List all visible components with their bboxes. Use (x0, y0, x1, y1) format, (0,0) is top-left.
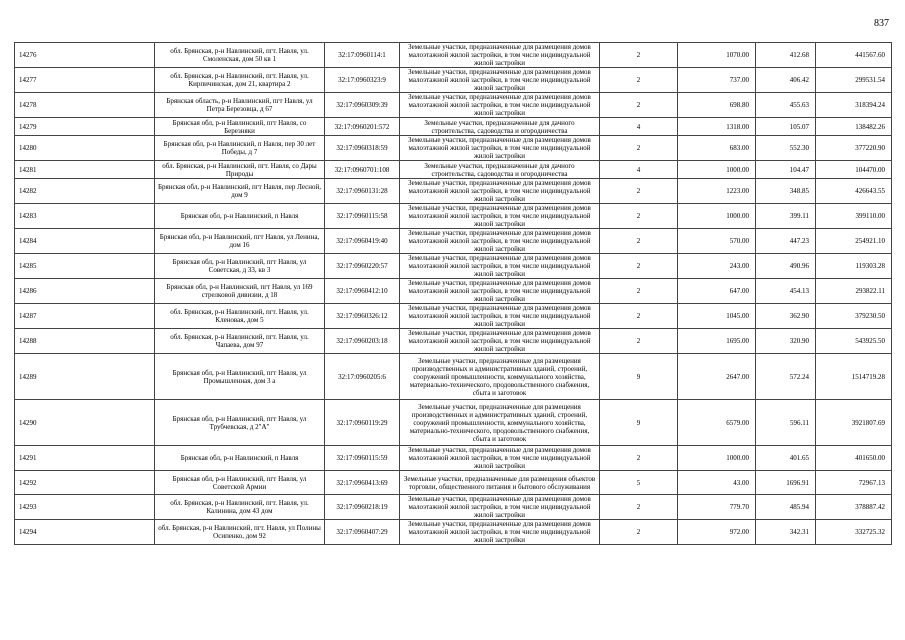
row-number: 14294 (15, 520, 155, 545)
address-cell: обл. Брянская, р-н Навлинский, пгт. Навля, ул. Кленовая, дом 5 (155, 304, 325, 329)
specific-value-cell: 399.11 (756, 204, 816, 229)
row-number: 14279 (15, 118, 155, 136)
cadastral-number-cell: 32:17:0960131:28 (325, 179, 400, 204)
group-cell: 4 (600, 118, 678, 136)
cadastral-value-cell: 138482.26 (816, 118, 892, 136)
specific-value-cell: 490.96 (756, 254, 816, 279)
cadastral-number-cell: 32:17:0960115:59 (325, 446, 400, 471)
cadastral-value-cell: 72967.13 (816, 471, 892, 495)
table-body (15, 43, 892, 545)
area-cell: 698.80 (678, 93, 756, 118)
row-number: 14284 (15, 229, 155, 254)
row-number: 14290 (15, 400, 155, 446)
group-cell: 2 (600, 136, 678, 161)
area-cell: 1045.00 (678, 304, 756, 329)
group-cell: 2 (600, 204, 678, 229)
land-use-cell: Земельные участки, предназначенные для размещения домов малоэтажной жилой застройки, в том числе индивидуальной жилой застройки (400, 229, 600, 254)
address-cell: Брянская обл, р-н Навлинский, пгт Навля, ул 169 стрелковой дивизии, д 18 (155, 279, 325, 304)
cadastral-value-cell: 119303.28 (816, 254, 892, 279)
land-use-cell: Земельные участки, предназначенные для размещения домов малоэтажной жилой застройки, в том числе индивидуальной жилой застройки (400, 329, 600, 354)
area-cell: 1000.00 (678, 204, 756, 229)
address-cell: обл. Брянская, р-н Навлинский, пгт. Навля, ул. Смоленская, дом 50 кв 1 (155, 43, 325, 68)
area-cell: 737.00 (678, 68, 756, 93)
row-number: 14282 (15, 179, 155, 204)
address-cell: обл. Брянская, р-н Навлинский, пгт. Навля, со Дары Природы (155, 161, 325, 179)
group-cell: 2 (600, 179, 678, 204)
table-row (15, 229, 892, 254)
table-row (15, 43, 892, 68)
area-cell: 972.00 (678, 520, 756, 545)
cadastral-value-cell: 318394.24 (816, 93, 892, 118)
cadastral-number-cell: 32:17:0960701:108 (325, 161, 400, 179)
land-use-cell: Земельные участки, предназначенные для размещения домов малоэтажной жилой застройки, в том числе индивидуальной жилой застройки (400, 136, 600, 161)
address-cell: обл. Брянская, р-н Навлинский, пгт. Навля, ул. Чапаева, дом 97 (155, 329, 325, 354)
group-cell: 2 (600, 43, 678, 68)
table-row (15, 520, 892, 545)
cadastral-number-cell: 32:17:0960323:9 (325, 68, 400, 93)
area-cell: 1318.00 (678, 118, 756, 136)
cadastral-number-cell: 32:17:0960419:40 (325, 229, 400, 254)
land-use-cell: Земельные участки, предназначенные для размещения объектов торговли, общественного питания и бытового обслуживания (400, 471, 600, 495)
cadastral-value-cell: 332725.32 (816, 520, 892, 545)
land-use-cell: Земельные участки, предназначенные для размещения домов малоэтажной жилой застройки, в том числе индивидуальной жилой застройки (400, 520, 600, 545)
address-cell: Брянская обл, р-н Навлинский, пгт Навля, пер Лесной, дом 9 (155, 179, 325, 204)
area-cell: 1000.00 (678, 446, 756, 471)
land-use-cell: Земельные участки, предназначенные для дачного строительства, садоводства и огородничества (400, 161, 600, 179)
group-cell: 9 (600, 400, 678, 446)
area-cell: 570.00 (678, 229, 756, 254)
cadastral-number-cell: 32:17:0960205:6 (325, 354, 400, 400)
group-cell: 2 (600, 254, 678, 279)
table-row (15, 93, 892, 118)
group-cell: 2 (600, 520, 678, 545)
table-row (15, 136, 892, 161)
group-cell: 2 (600, 329, 678, 354)
cadastral-number-cell: 32:17:0960201:572 (325, 118, 400, 136)
row-number: 14286 (15, 279, 155, 304)
address-cell: Брянская обл, р-н Навлинский, пгт Навля, со Березняки (155, 118, 325, 136)
group-cell: 2 (600, 446, 678, 471)
cadastral-value-cell: 543925.50 (816, 329, 892, 354)
cadastral-value-cell: 293822.11 (816, 279, 892, 304)
cadastral-value-cell: 378887.42 (816, 495, 892, 520)
specific-value-cell: 454.13 (756, 279, 816, 304)
group-cell: 2 (600, 279, 678, 304)
area-cell: 243.00 (678, 254, 756, 279)
land-use-cell: Земельные участки, предназначенные для размещения домов малоэтажной жилой застройки, в том числе индивидуальной жилой застройки (400, 204, 600, 229)
cadastral-value-cell: 104470.00 (816, 161, 892, 179)
address-cell: Брянская обл, р-н Навлинский, пгт Навля, ул Промышленная, дом 3 а (155, 354, 325, 400)
specific-value-cell: 348.85 (756, 179, 816, 204)
row-number: 14291 (15, 446, 155, 471)
table-row (15, 118, 892, 136)
cadastral-number-cell: 32:17:0960115:58 (325, 204, 400, 229)
row-number: 14283 (15, 204, 155, 229)
row-number: 14277 (15, 68, 155, 93)
area-cell: 1695.00 (678, 329, 756, 354)
land-use-cell: Земельные участки, предназначенные для размещения домов малоэтажной жилой застройки, в том числе индивидуальной жилой застройки (400, 179, 600, 204)
address-cell: Брянская обл, р-н Навлинский, пгт Навля, ул Советской Армии (155, 471, 325, 495)
group-cell: 2 (600, 229, 678, 254)
row-number: 14287 (15, 304, 155, 329)
table-row (15, 304, 892, 329)
cadastral-number-cell: 32:17:0960318:59 (325, 136, 400, 161)
group-cell: 9 (600, 354, 678, 400)
area-cell: 1223.00 (678, 179, 756, 204)
address-cell: Брянская обл, р-н Навлинский, п Навля (155, 446, 325, 471)
specific-value-cell: 596.11 (756, 400, 816, 446)
row-number: 14292 (15, 471, 155, 495)
row-number: 14293 (15, 495, 155, 520)
cadastral-number-cell: 32:17:0960407:29 (325, 520, 400, 545)
page-number: 837 (874, 18, 889, 29)
cadastral-value-cell: 426643.55 (816, 179, 892, 204)
cadastral-value-cell: 379230.50 (816, 304, 892, 329)
group-cell: 5 (600, 471, 678, 495)
specific-value-cell: 362.90 (756, 304, 816, 329)
land-use-cell: Земельные участки, предназначенные для размещения производственных и административных зданий, строений, сооружений промышленности, коммунального хозяйства, материально-технического, продовольственного снабжения, сбыта и заготовок (400, 354, 600, 400)
address-cell: Брянская обл, р-н Навлинский, п Навля, пер 30 лет Победы, д 7 (155, 136, 325, 161)
specific-value-cell: 455.63 (756, 93, 816, 118)
address-cell: Брянская обл, р-н Навлинский, пгт Навля, ул Ленина, дом 16 (155, 229, 325, 254)
area-cell: 1000.00 (678, 161, 756, 179)
table-row (15, 354, 892, 400)
address-cell: Брянская обл, р-н Навлинский, пгт Навля, ул Трубчевская, д 2"А" (155, 400, 325, 446)
group-cell: 4 (600, 161, 678, 179)
table-row (15, 400, 892, 446)
area-cell: 647.00 (678, 279, 756, 304)
land-use-cell: Земельные участки, предназначенные для размещения производственных и административных зданий, строений, сооружений промышленности, коммунального хозяйства, материально-технического, продовольственного снабжения, сбыта и заготовок (400, 400, 600, 446)
cadastral-number-cell: 32:17:0960218:19 (325, 495, 400, 520)
address-cell: Брянская обл, р-н Навлинский, пгт Навля, ул Советская, д 33, кв 3 (155, 254, 325, 279)
row-number: 14276 (15, 43, 155, 68)
group-cell: 2 (600, 495, 678, 520)
table-row (15, 446, 892, 471)
land-use-cell: Земельные участки, предназначенные для размещения домов малоэтажной жилой застройки, в том числе индивидуальной жилой застройки (400, 279, 600, 304)
area-cell: 43.00 (678, 471, 756, 495)
cadastral-value-table (14, 42, 892, 545)
land-use-cell: Земельные участки, предназначенные для размещения домов малоэтажной жилой застройки, в том числе индивидуальной жилой застройки (400, 304, 600, 329)
land-use-cell: Земельные участки, предназначенные для размещения домов малоэтажной жилой застройки, в том числе индивидуальной жилой застройки (400, 254, 600, 279)
cadastral-value-cell: 299531.54 (816, 68, 892, 93)
cadastral-number-cell: 32:17:0960413:69 (325, 471, 400, 495)
address-cell: Брянская обл, р-н Навлинский, п Навля (155, 204, 325, 229)
cadastral-number-cell: 32:17:0960114:1 (325, 43, 400, 68)
address-cell: Брянская область, р-н Навлинский, пгт Навля, ул Петра Березовца, д 67 (155, 93, 325, 118)
row-number: 14281 (15, 161, 155, 179)
cadastral-number-cell: 32:17:0960326:12 (325, 304, 400, 329)
row-number: 14280 (15, 136, 155, 161)
specific-value-cell: 447.23 (756, 229, 816, 254)
land-use-cell: Земельные участки, предназначенные для размещения домов малоэтажной жилой застройки, в том числе индивидуальной жилой застройки (400, 68, 600, 93)
address-cell: обл. Брянская, р-н Навлинский, пгт. Навля, ул Полины Осипенко, дом 92 (155, 520, 325, 545)
specific-value-cell: 412.68 (756, 43, 816, 68)
cadastral-number-cell: 32:17:0960309:39 (325, 93, 400, 118)
specific-value-cell: 105.07 (756, 118, 816, 136)
row-number: 14285 (15, 254, 155, 279)
land-use-cell: Земельные участки, предназначенные для размещения домов малоэтажной жилой застройки, в том числе индивидуальной жилой застройки (400, 43, 600, 68)
table-row (15, 179, 892, 204)
address-cell: обл. Брянская, р-н Навлинский, пгт. Навля, ул. Калинина, дом 43 дом (155, 495, 325, 520)
specific-value-cell: 485.94 (756, 495, 816, 520)
land-use-cell: Земельные участки, предназначенные для размещения домов малоэтажной жилой застройки, в том числе индивидуальной жилой застройки (400, 446, 600, 471)
table-row (15, 471, 892, 495)
area-cell: 779.70 (678, 495, 756, 520)
row-number: 14278 (15, 93, 155, 118)
cadastral-number-cell: 32:17:0960412:10 (325, 279, 400, 304)
area-cell: 683.00 (678, 136, 756, 161)
land-use-cell: Земельные участки, предназначенные для размещения домов малоэтажной жилой застройки, в том числе индивидуальной жилой застройки (400, 495, 600, 520)
group-cell: 2 (600, 68, 678, 93)
specific-value-cell: 552.30 (756, 136, 816, 161)
cadastral-value-cell: 399110.00 (816, 204, 892, 229)
table-row (15, 68, 892, 93)
group-cell: 2 (600, 93, 678, 118)
cadastral-value-cell: 441567.60 (816, 43, 892, 68)
table-row (15, 329, 892, 354)
table-row (15, 204, 892, 229)
specific-value-cell: 572.24 (756, 354, 816, 400)
specific-value-cell: 104.47 (756, 161, 816, 179)
table-row (15, 161, 892, 179)
specific-value-cell: 401.65 (756, 446, 816, 471)
specific-value-cell: 320.90 (756, 329, 816, 354)
area-cell: 1070.00 (678, 43, 756, 68)
table-row (15, 495, 892, 520)
cadastral-value-cell: 377220.90 (816, 136, 892, 161)
specific-value-cell: 1696.91 (756, 471, 816, 495)
table-row (15, 279, 892, 304)
cadastral-value-cell: 3921807.69 (816, 400, 892, 446)
cadastral-value-cell: 1514719.28 (816, 354, 892, 400)
cadastral-value-cell: 254921.10 (816, 229, 892, 254)
cadastral-number-cell: 32:17:0960220:57 (325, 254, 400, 279)
land-use-cell: Земельные участки, предназначенные для размещения домов малоэтажной жилой застройки, в том числе индивидуальной жилой застройки (400, 93, 600, 118)
group-cell: 2 (600, 304, 678, 329)
area-cell: 2647.00 (678, 354, 756, 400)
row-number: 14289 (15, 354, 155, 400)
cadastral-number-cell: 32:17:0960203:18 (325, 329, 400, 354)
cadastral-number-cell: 32:17:0960119:29 (325, 400, 400, 446)
area-cell: 6579.00 (678, 400, 756, 446)
cadastral-value-cell: 401650.00 (816, 446, 892, 471)
specific-value-cell: 406.42 (756, 68, 816, 93)
address-cell: обл. Брянская, р-н Навлинский, пгт. Навля, ул. Кирпичинская, дом 21, квартира 2 (155, 68, 325, 93)
specific-value-cell: 342.31 (756, 520, 816, 545)
land-use-cell: Земельные участки, предназначенные для дачного строительства, садоводства и огородничества (400, 118, 600, 136)
row-number: 14288 (15, 329, 155, 354)
table-row (15, 254, 892, 279)
